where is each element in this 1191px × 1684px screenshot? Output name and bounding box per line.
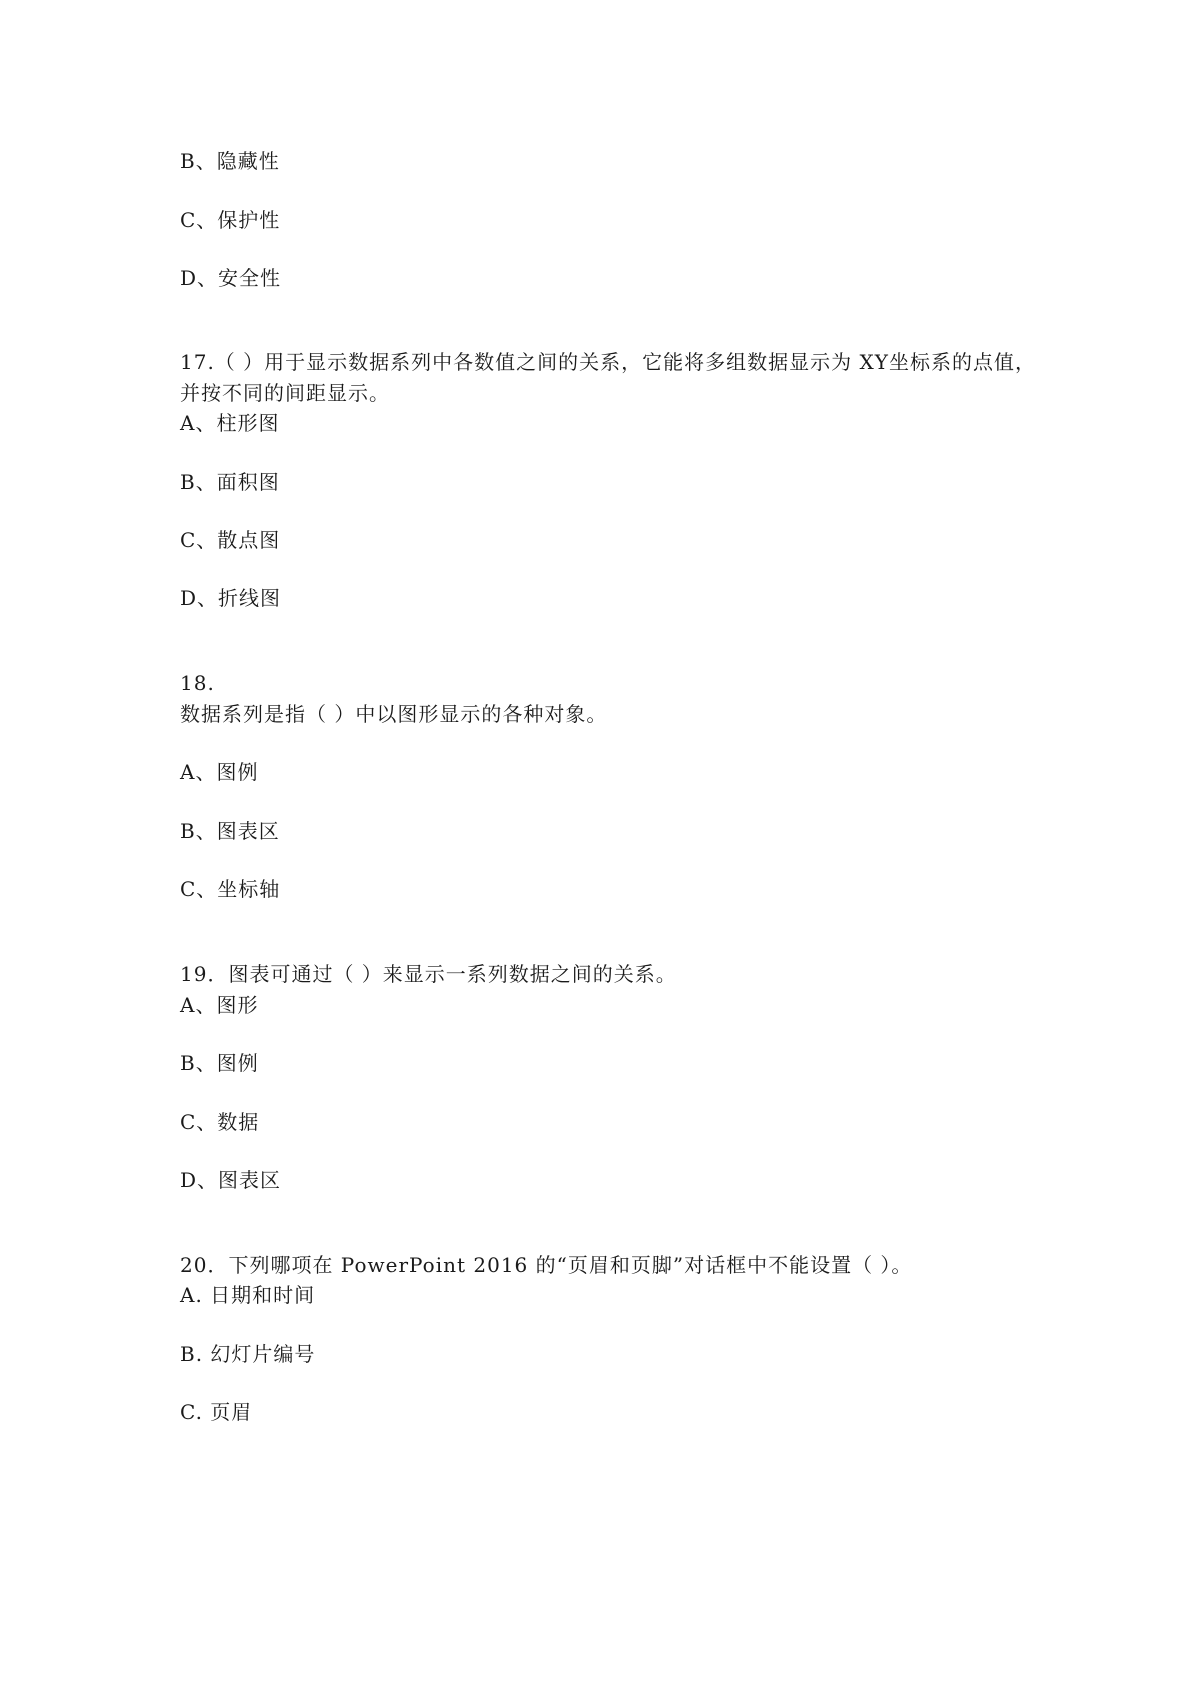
option-a: A、图例 [180,760,259,784]
option-c: C、数据 [180,1110,260,1134]
option-b: B、面积图 [180,470,280,494]
option-a: A、柱形图 [180,411,280,435]
option-a: A. 日期和时间 [180,1283,316,1307]
option-c: C、坐标轴 [180,877,281,901]
option-c: C、保护性 [180,208,281,232]
option-b: B、隐藏性 [180,149,280,173]
option-d: D、图表区 [180,1168,282,1192]
option-d: D、折线图 [180,586,282,610]
question-stem: 20．下列哪项在 PowerPoint 2016 的“页眉和页脚”对话框中不能设置（ ）。 [180,1253,913,1277]
option-d: D、安全性 [180,266,282,290]
question-stem: 数据系列是指（ ）中以图形显示的各种对象。 [180,702,608,726]
option-b: B、图例 [180,1051,259,1075]
option-b: B. 幻灯片编号 [180,1342,316,1366]
question-stem-line-1: 17.（ ）用于显示数据系列中各数值之间的关系，它能将多组数据显示为 XY坐标系的点值， [180,350,1036,374]
question-stem-line-2: 并按不同的间距显示。 [180,381,390,405]
option-a: A、图形 [180,993,259,1017]
question-number: 18. [180,671,215,695]
option-c: C、散点图 [180,528,281,552]
question-stem: 19．图表可通过（ ）来显示一系列数据之间的关系。 [180,962,677,986]
option-b: B、图表区 [180,819,280,843]
option-c: C. 页眉 [180,1400,253,1424]
